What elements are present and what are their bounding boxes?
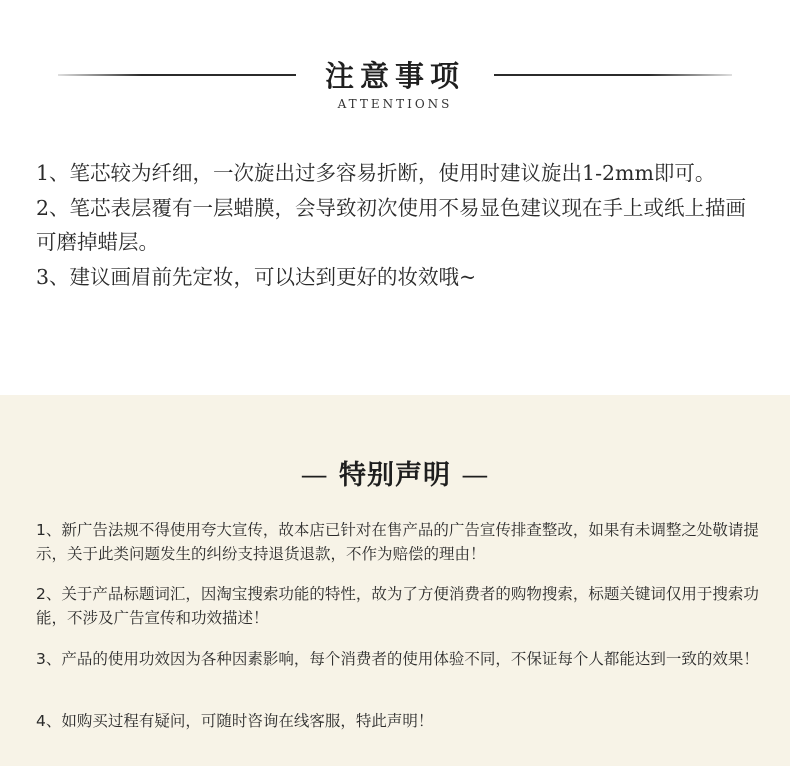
attentions-title: 注意事项 (324, 59, 465, 93)
declaration-title: 特别声明 (339, 460, 451, 491)
attentions-header (0, 52, 790, 122)
heading-dash-left: — (300, 460, 329, 491)
declaration-item-4: 4、如购买过程有疑问，可随时咨询在线客服，特此声明！ (36, 712, 434, 730)
declaration-item-3: 3、产品的使用功效因为各种因素影响，每个消费者的使用体验不同，不保证每个人都能达到一致的效果！ (36, 650, 759, 668)
declaration-section (0, 395, 790, 766)
attentions-subtitle: ATTENTIONS (337, 97, 453, 111)
divider-right (494, 74, 732, 76)
attention-item-3: 3、建议画眉前先定妆，可以达到更好的妆效哦~ (36, 264, 477, 289)
attention-item-1: 1、笔芯较为纤细，一次旋出过多容易折断，使用时建议旋出1-2mm即可。 (36, 161, 716, 185)
heading-dash-right: — (461, 460, 490, 491)
attentions-list (36, 156, 766, 294)
declaration-item-2: 2、关于产品标题词汇，因淘宝搜索功能的特性，故为了方便消费者的购物搜索，标题关键词仅用于搜索功能，不涉及广告宣传和功效描述！ (36, 585, 759, 627)
declaration-heading (0, 453, 790, 492)
declaration-item-1: 1、新广告法规不得使用夸大宣传，故本店已针对在售产品的广告宣传排查整改，如果有未调整之处敬请提示，关于此类问题发生的纠纷支持退货退款，不作为赔偿的理由！ (36, 521, 759, 563)
attention-item-2: 2、笔芯表层覆有一层蜡膜，会导致初次使用不易显色建议现在手上或纸上描画可磨掉蜡层。 (36, 195, 747, 254)
